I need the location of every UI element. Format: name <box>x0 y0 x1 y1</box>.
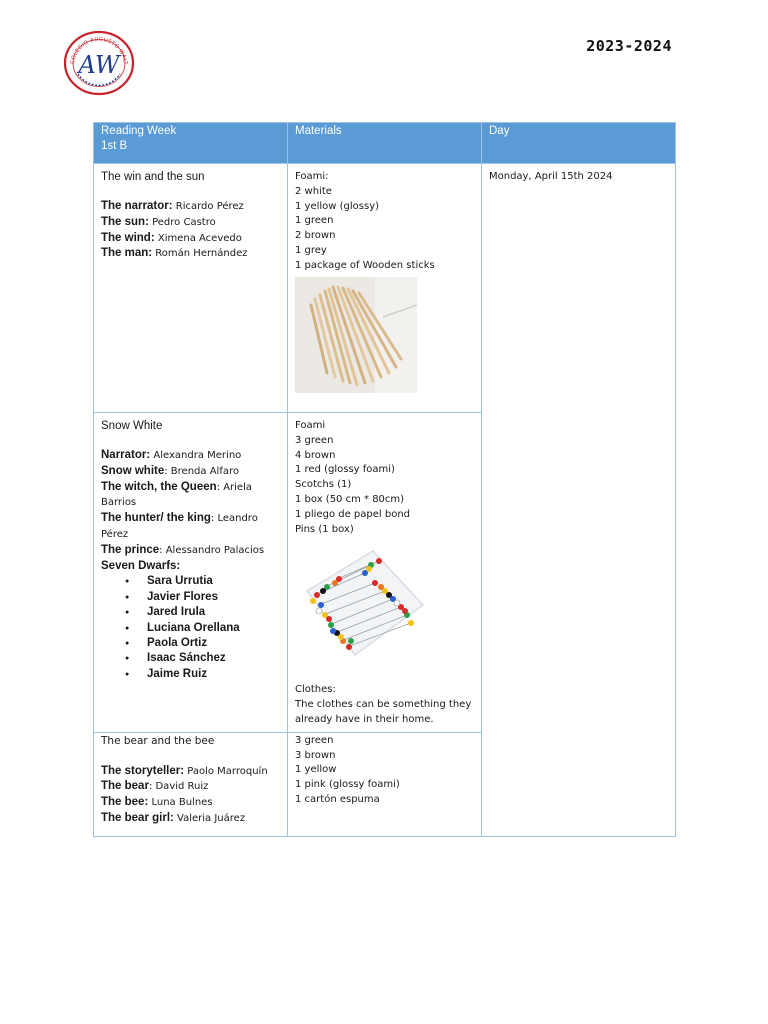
role-line: The bear girl: Valeria Juárez <box>101 811 246 824</box>
material-item: 3 green <box>295 734 334 746</box>
material-item: Foami: <box>295 171 329 182</box>
play-title: The bear and the bee <box>101 734 215 747</box>
list-item: ● Luciana Orellana <box>147 621 280 636</box>
play-cell <box>94 164 288 413</box>
role-line: Narrator: Alexandra Merino <box>101 449 242 461</box>
pins-box-photo-icon <box>295 543 425 671</box>
list-item: ● Javier Flores <box>147 590 280 605</box>
material-item: 1 yellow (glossy) <box>295 200 380 212</box>
header-day: Day <box>482 123 676 164</box>
role-line: Snow white: Brenda Alfaro <box>101 464 239 477</box>
material-item: 1 pink (glossy foami) <box>295 779 400 791</box>
role-line: The hunter/ the king: Leandro Pérez <box>101 512 258 540</box>
role-line: The man: Román Hernández <box>101 247 248 260</box>
list-item: ● Sara Urrutia <box>147 574 280 589</box>
material-item: Foami <box>295 420 326 431</box>
list-item: ● Paola Ortiz <box>147 636 280 651</box>
list-item: ● Isaac Sánchez <box>147 651 280 666</box>
header-reading-week-label: Reading Week <box>101 125 177 137</box>
materials-cell <box>288 164 482 413</box>
materials-cell <box>288 413 482 733</box>
role-line: The bear: David Ruiz <box>101 780 209 793</box>
material-item: 1 box (50 cm * 80cm) <box>295 493 405 505</box>
header-materials: Materials <box>288 123 482 164</box>
material-item: 3 green <box>295 434 334 446</box>
material-item: 1 cartón espuma <box>295 793 380 805</box>
role-line: The prince: Alessandro Palacios <box>101 543 265 556</box>
material-item: 1 red (glossy foami) <box>295 464 395 476</box>
school-logo <box>62 30 136 96</box>
material-item: 1 green <box>295 215 334 227</box>
day-value: Monday, April 15th 2024 <box>489 171 613 182</box>
school-crest-icon <box>62 30 136 96</box>
svg-text:COLEGIO AUGUSTO WALTE: COLEGIO AUGUSTO WALT <box>70 36 129 66</box>
day-cell <box>482 164 676 837</box>
role-line: The narrator: Ricardo Pérez <box>101 200 244 212</box>
material-item: 1 yellow <box>295 764 337 776</box>
list-item: ● Jared Irula <box>147 605 280 620</box>
school-year: 2023-2024 <box>586 37 672 55</box>
role-line: The sun: Pedro Castro <box>101 215 216 228</box>
header-reading-week <box>94 123 288 164</box>
material-item: 1 pliego de papel bond <box>295 508 411 520</box>
dwarfs-list <box>101 574 280 682</box>
material-item: 1 grey <box>295 244 327 256</box>
role-line: The wind: Ximena Acevedo <box>101 231 242 244</box>
material-item: 2 brown <box>295 230 336 242</box>
play-title: Snow White <box>101 420 163 432</box>
header-grade-label: 1st B <box>101 140 128 152</box>
material-item: 1 package of Wooden sticks <box>295 259 435 271</box>
dwarfs-label: Seven Dwarfs: <box>101 559 181 572</box>
material-item: Scotchs (1) <box>295 479 352 491</box>
material-item: 3 brown <box>295 749 336 761</box>
wooden-sticks-photo-icon <box>295 277 417 393</box>
table-header-row <box>94 123 676 164</box>
material-item: Pins (1 box) <box>295 523 354 535</box>
play-title: The win and the sun <box>101 171 205 183</box>
play-cell <box>94 732 288 836</box>
list-item: ● Jaime Ruiz <box>147 667 280 682</box>
clothes-label: Clothes: <box>295 684 336 696</box>
clothes-text: The clothes can be something they already have in their home. <box>295 699 472 725</box>
play-cell <box>94 413 288 733</box>
logo-monogram: AW <box>78 51 120 79</box>
materials-cell <box>288 732 482 836</box>
role-line: The bee: Luna Bulnes <box>101 796 213 809</box>
table-row <box>94 164 676 413</box>
reading-week-table <box>93 122 676 837</box>
material-item: 2 white <box>295 185 332 197</box>
material-item: 4 brown <box>295 449 336 461</box>
role-line: The witch, the Queen: Ariela Barrios <box>101 480 252 509</box>
role-line: The storyteller: Paolo Marroquín <box>101 764 268 777</box>
